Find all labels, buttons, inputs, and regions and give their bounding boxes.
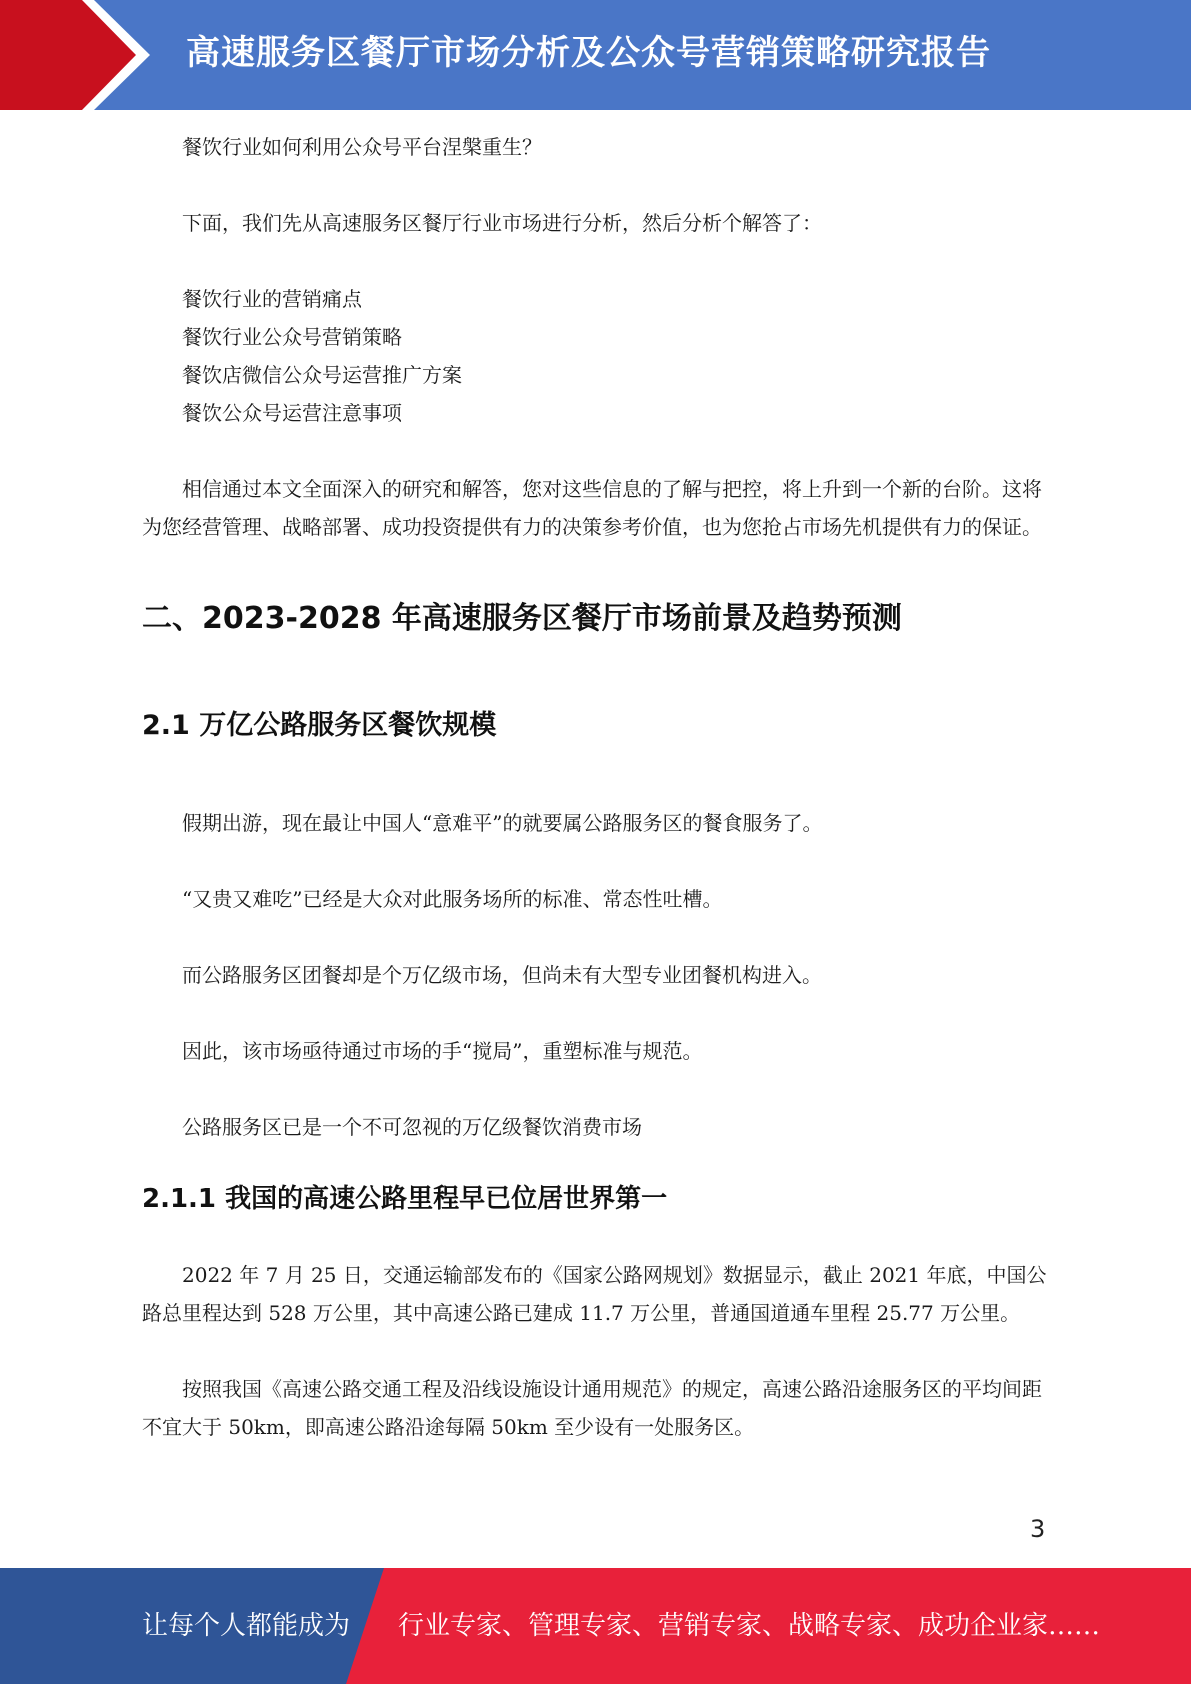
- paragraph: 相信通过本文全面深入的研究和解答，您对这些信息的了解与把控，将上升到一个新的台阶。这将为您经营管理、战略部署、成功投资提供有力的决策参考价值，也为您抢占市场先机提供有力的保证。: [142, 477, 1042, 539]
- paragraph: 餐饮行业如何利用公众号平台涅槃重生？: [182, 135, 542, 159]
- document-body: [142, 128, 1048, 1446]
- paragraph: 下面，我们先从高速服务区餐厅行业市场进行分析，然后分析个解答了：: [182, 211, 822, 235]
- page-footer: [0, 1568, 1191, 1684]
- header-title: 高速服务区餐厅市场分析及公众号营销策略研究报告: [186, 33, 991, 73]
- paragraph: 公路服务区已是一个不可忽视的万亿级餐饮消费市场: [182, 1115, 642, 1139]
- list-item: 餐饮店微信公众号运营推广方案: [182, 363, 462, 387]
- footer-slogan-left: 让每个人都能成为: [142, 1611, 351, 1641]
- paragraph: 而公路服务区团餐却是个万亿级市场，但尚未有大型专业团餐机构进入。: [182, 963, 822, 987]
- list-item: 餐饮行业的营销痛点: [182, 287, 362, 311]
- paragraph: 假期出游，现在最让中国人“意难平”的就要属公路服务区的餐食服务了。: [182, 811, 823, 835]
- paragraph: 按照我国《高速公路交通工程及沿线设施设计通用规范》的规定，高速公路沿途服务区的平均间距不宜大于 50km，即高速公路沿途每隔 50km 至少设有一处服务区。: [142, 1377, 1042, 1439]
- topic-list: [142, 280, 1048, 432]
- section-heading: 二、2023-2028 年高速服务区餐厅市场前景及趋势预测: [142, 601, 902, 636]
- header-arrow-icon: [0, 0, 160, 110]
- page-header: [0, 0, 1191, 110]
- subsection-heading: 2.1 万亿公路服务区餐饮规模: [142, 710, 497, 741]
- subsubsection-heading: 2.1.1 我国的高速公路里程早已位居世界第一: [142, 1184, 668, 1214]
- paragraph: 2022 年 7 月 25 日，交通运输部发布的《国家公路网规划》数据显示，截止 2021 年底，中国公路总里程达到 528 万公里，其中高速公路已建成 11.7 万公里，普通国道通车里程 25.77 万公里。: [142, 1263, 1047, 1325]
- list-item: 餐饮公众号运营注意事项: [182, 401, 402, 425]
- list-item: 餐饮行业公众号营销策略: [182, 325, 402, 349]
- footer-slogan-right: 行业专家、管理专家、营销专家、战略专家、成功企业家……: [398, 1611, 1101, 1641]
- page-number: 3: [1030, 1515, 1046, 1543]
- paragraph: 因此，该市场亟待通过市场的手“搅局”，重塑标准与规范。: [182, 1039, 703, 1063]
- paragraph: “又贵又难吃”已经是大众对此服务场所的标准、常态性吐槽。: [182, 887, 723, 911]
